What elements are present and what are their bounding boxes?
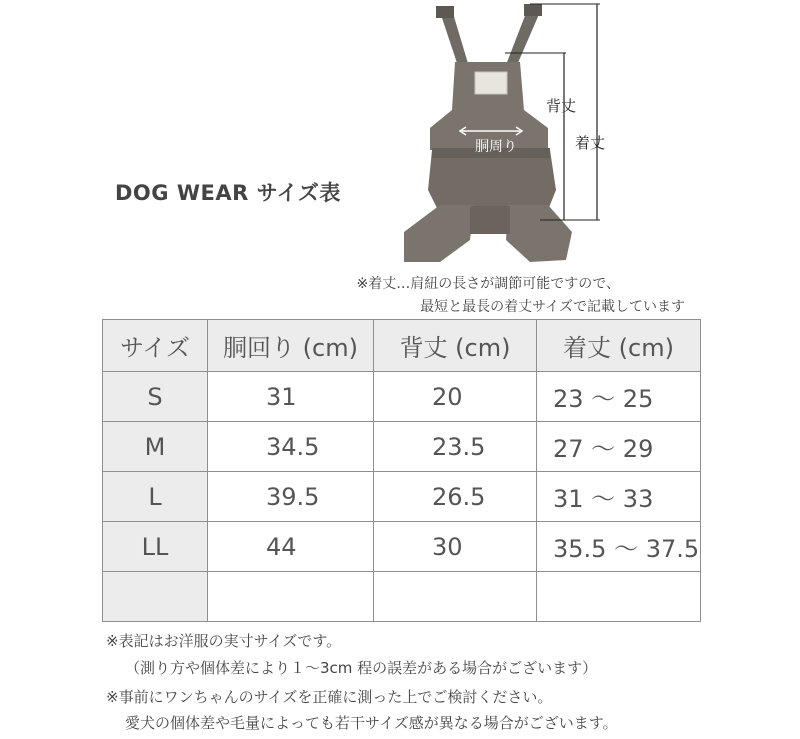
waist-cell: 34.5 (208, 422, 374, 472)
waist-cell: 44 (208, 522, 374, 572)
header-waist: 胴回り (cm) (208, 320, 374, 372)
waist-cell (208, 572, 374, 622)
length-cell (537, 572, 701, 622)
size-cell: LL (103, 522, 208, 572)
bib-tag (475, 72, 507, 94)
footnote-3: ※事前にワンちゃんのサイズを正確に測った上でご検討ください。 (106, 688, 553, 706)
total-length-label: 着丈 (575, 134, 606, 152)
length-cell: 23 〜 25 (537, 372, 701, 422)
table-row (103, 422, 701, 472)
back-cell: 30 (374, 522, 537, 572)
left-leg (404, 205, 474, 262)
table-row (103, 372, 701, 422)
length-cell: 31 〜 33 (537, 472, 701, 522)
table-header-row (103, 320, 701, 372)
back-cell: 20 (374, 372, 537, 422)
size-table (102, 319, 701, 622)
table-row (103, 472, 701, 522)
back-cell (374, 572, 537, 622)
waist-cell: 39.5 (208, 472, 374, 522)
table-row-empty (103, 572, 701, 622)
overalls-illustration (0, 0, 800, 320)
table-row (103, 522, 701, 572)
waist-cell: 31 (208, 372, 374, 422)
size-cell: L (103, 472, 208, 522)
page-title: DOG WEAR サイズ表 (115, 181, 341, 205)
size-cell (103, 572, 208, 622)
size-cell: S (103, 372, 208, 422)
header-length: 着丈 (cm) (537, 320, 701, 372)
footnote-1: ※表記はお洋服の実寸サイズです。 (106, 632, 342, 650)
length-cell: 27 〜 29 (537, 422, 701, 472)
footnote-2: （測り方や個体差により１〜3cm 程の誤差がある場合がございます） (125, 659, 598, 677)
header-size: サイズ (103, 320, 208, 372)
back-cell: 26.5 (374, 472, 537, 522)
length-cell: 35.5 〜 37.5 (537, 522, 701, 572)
back-cell: 23.5 (374, 422, 537, 472)
header-back: 背丈 (cm) (374, 320, 537, 372)
size-cell: M (103, 422, 208, 472)
body (428, 150, 556, 210)
footnote-4: 愛犬の個体差や毛量によっても若干サイズ感が異なる場合がございます。 (125, 714, 618, 732)
note-top-line-1: ※着丈…肩紐の長さが調節可能ですので、 (356, 276, 620, 292)
right-leg (506, 205, 572, 262)
waist-label: 胴周り (475, 139, 517, 155)
back-length-label: 背丈 (546, 97, 577, 115)
note-top-line-2: 最短と最長の着丈サイズで記載しています (420, 299, 685, 315)
